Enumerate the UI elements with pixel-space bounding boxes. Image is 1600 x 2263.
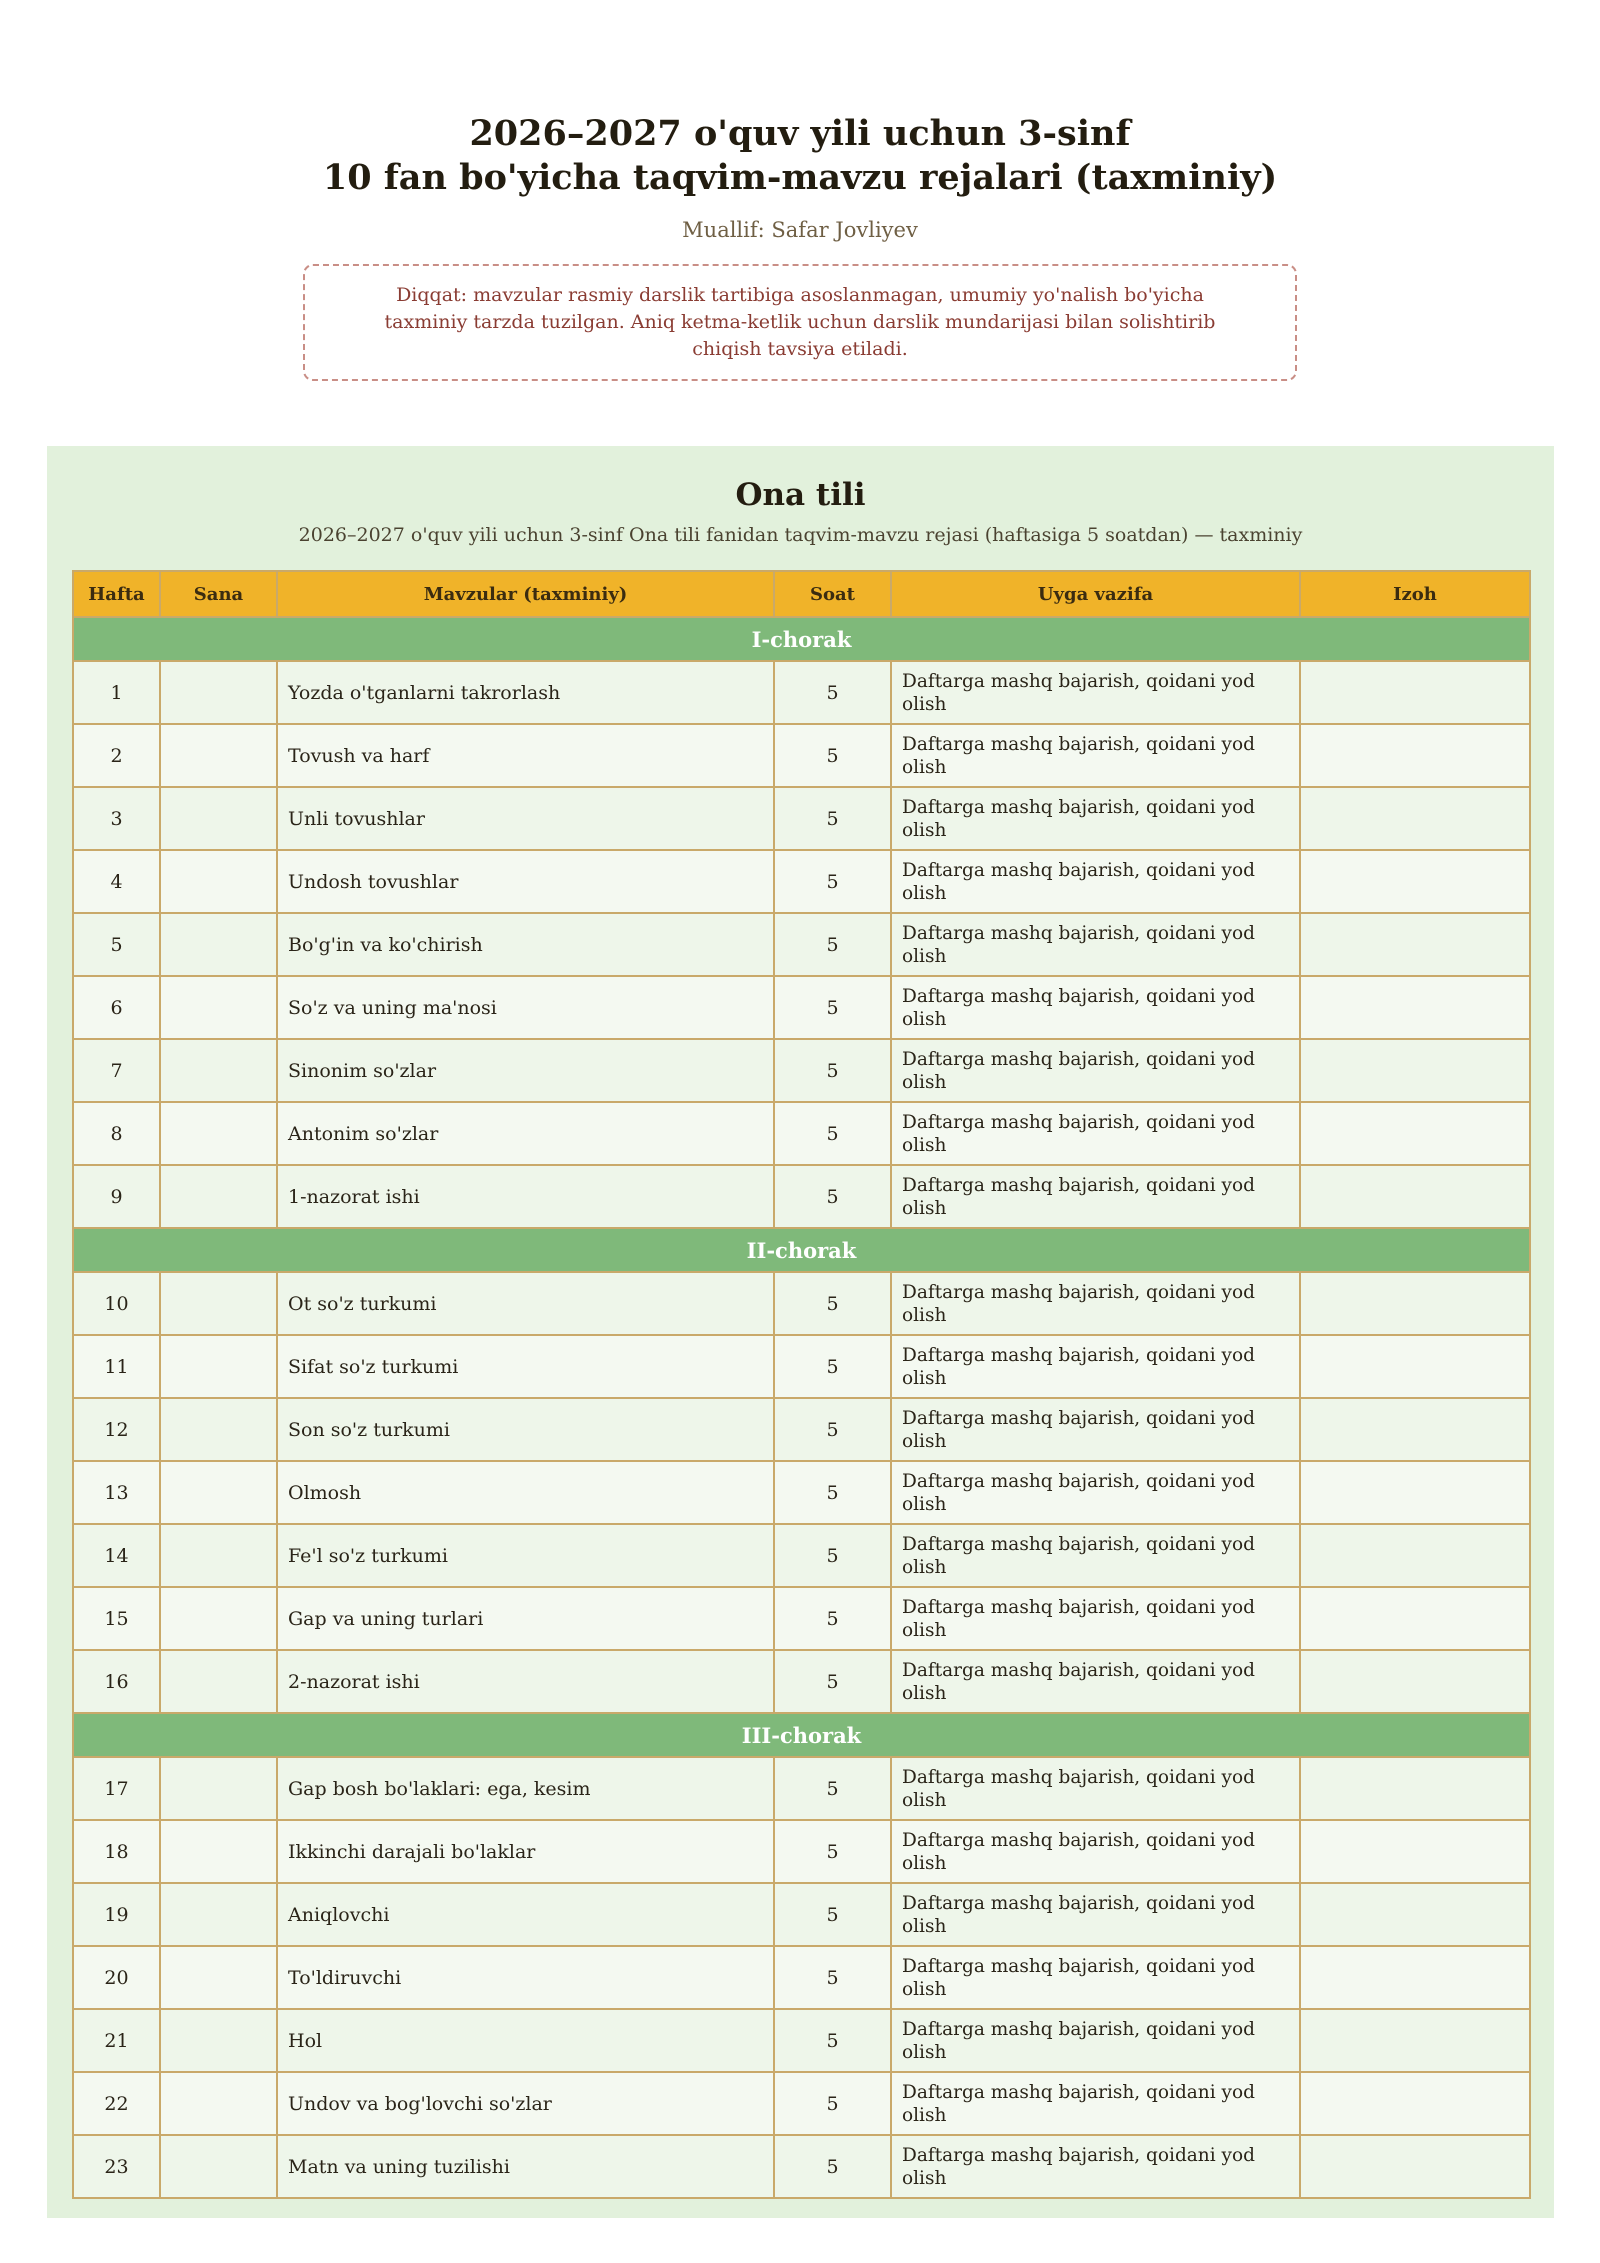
- subject-section: [47, 446, 1554, 2218]
- table-row: [73, 787, 1530, 850]
- quarter-label: III-chorak: [73, 1713, 1530, 1757]
- week-cell: 3: [73, 787, 160, 850]
- column-header-topic: Mavzular (taxminiy): [277, 571, 774, 617]
- week-cell: 23: [73, 2135, 160, 2198]
- hours-cell: 5: [774, 976, 891, 1039]
- topic-cell: Sinonim so'zlar: [277, 1039, 774, 1102]
- homework-cell: Daftarga mashq bajarish, qoidani yod olish: [891, 1272, 1300, 1335]
- date-cell: [160, 1524, 277, 1587]
- note-cell: [1300, 2135, 1530, 2198]
- note-cell: [1300, 1524, 1530, 1587]
- week-cell: 4: [73, 850, 160, 913]
- date-cell: [160, 1335, 277, 1398]
- column-header-note: Izoh: [1300, 571, 1530, 617]
- table-row: [73, 1165, 1530, 1228]
- table-row: [73, 661, 1530, 724]
- date-cell: [160, 913, 277, 976]
- homework-cell: Daftarga mashq bajarish, qoidani yod olish: [891, 1039, 1300, 1102]
- note-cell: [1300, 2009, 1530, 2072]
- homework-cell: Daftarga mashq bajarish, qoidani yod olish: [891, 2072, 1300, 2135]
- quarter-row: [73, 1713, 1530, 1757]
- hours-cell: 5: [774, 2135, 891, 2198]
- week-cell: 18: [73, 1820, 160, 1883]
- date-cell: [160, 661, 277, 724]
- topic-cell: Antonim so'zlar: [277, 1102, 774, 1165]
- topic-cell: Sifat so'z turkumi: [277, 1335, 774, 1398]
- week-cell: 20: [73, 1946, 160, 2009]
- week-cell: 11: [73, 1335, 160, 1398]
- homework-cell: Daftarga mashq bajarish, qoidani yod olish: [891, 913, 1300, 976]
- note-cell: [1300, 1272, 1530, 1335]
- week-cell: 14: [73, 1524, 160, 1587]
- topic-cell: To'ldiruvchi: [277, 1946, 774, 2009]
- notice-box: Diqqat: mavzular rasmiy darslik tartibiga asoslanmagan, umumiy yo'nalish bo'yicha taxminiy tarzda tuzilgan. Aniq ketma-ketlik uchun darslik mundarijasi bilan solishtirib chiqish tavsiya etiladi.: [303, 264, 1297, 381]
- topic-cell: Undosh tovushlar: [277, 850, 774, 913]
- hours-cell: 5: [774, 1587, 891, 1650]
- table-row: [73, 1335, 1530, 1398]
- table-row: [73, 1587, 1530, 1650]
- quarter-row: [73, 617, 1530, 661]
- topic-cell: Ikkinchi darajali bo'laklar: [277, 1820, 774, 1883]
- topic-cell: Tovush va harf: [277, 724, 774, 787]
- homework-cell: Daftarga mashq bajarish, qoidani yod olish: [891, 1524, 1300, 1587]
- hours-cell: 5: [774, 2009, 891, 2072]
- table-row: [73, 1820, 1530, 1883]
- homework-cell: Daftarga mashq bajarish, qoidani yod olish: [891, 1398, 1300, 1461]
- topic-cell: Matn va uning tuzilishi: [277, 2135, 774, 2198]
- week-cell: 12: [73, 1398, 160, 1461]
- homework-cell: Daftarga mashq bajarish, qoidani yod olish: [891, 1757, 1300, 1820]
- hours-cell: 5: [774, 1272, 891, 1335]
- document-title: [0, 112, 1600, 200]
- week-cell: 19: [73, 1883, 160, 1946]
- topic-cell: 1-nazorat ishi: [277, 1165, 774, 1228]
- table-row: [73, 976, 1530, 1039]
- hours-cell: 5: [774, 1039, 891, 1102]
- table-row: [73, 850, 1530, 913]
- note-cell: [1300, 787, 1530, 850]
- table-row: [73, 724, 1530, 787]
- note-cell: [1300, 724, 1530, 787]
- date-cell: [160, 1165, 277, 1228]
- homework-cell: Daftarga mashq bajarish, qoidani yod olish: [891, 1587, 1300, 1650]
- column-header-date: Sana: [160, 571, 277, 617]
- week-cell: 13: [73, 1461, 160, 1524]
- date-cell: [160, 1587, 277, 1650]
- note-cell: [1300, 976, 1530, 1039]
- table-header-row: [73, 571, 1530, 617]
- topic-cell: Olmosh: [277, 1461, 774, 1524]
- table-row: [73, 1883, 1530, 1946]
- week-cell: 1: [73, 661, 160, 724]
- table-row: [73, 1946, 1530, 2009]
- note-cell: [1300, 1165, 1530, 1228]
- hours-cell: 5: [774, 1883, 891, 1946]
- column-header-hours: Soat: [774, 571, 891, 617]
- week-cell: 6: [73, 976, 160, 1039]
- homework-cell: Daftarga mashq bajarish, qoidani yod olish: [891, 2009, 1300, 2072]
- subject-subtitle: 2026–2027 o'quv yili uchun 3-sinf Ona tili fanidan taqvim-mavzu rejasi (haftasiga 5 soatdan) — taxminiy: [298, 524, 1303, 546]
- homework-cell: Daftarga mashq bajarish, qoidani yod olish: [891, 1946, 1300, 2009]
- hours-cell: 5: [774, 661, 891, 724]
- topic-cell: Gap va uning turlari: [277, 1587, 774, 1650]
- week-cell: 17: [73, 1757, 160, 1820]
- table-row: [73, 1650, 1530, 1713]
- date-cell: [160, 1946, 277, 2009]
- table-row: [73, 1461, 1530, 1524]
- note-cell: [1300, 1883, 1530, 1946]
- date-cell: [160, 2072, 277, 2135]
- subject-title: Ona tili: [735, 477, 866, 513]
- table-body: [73, 617, 1530, 2198]
- week-cell: 7: [73, 1039, 160, 1102]
- week-cell: 21: [73, 2009, 160, 2072]
- note-cell: [1300, 913, 1530, 976]
- topic-cell: Unli tovushlar: [277, 787, 774, 850]
- homework-cell: Daftarga mashq bajarish, qoidani yod olish: [891, 1461, 1300, 1524]
- topic-cell: Gap bosh bo'laklari: ega, kesim: [277, 1757, 774, 1820]
- hours-cell: 5: [774, 1946, 891, 2009]
- document-header: [0, 0, 1600, 381]
- quarter-label: I-chorak: [73, 617, 1530, 661]
- table-row: [73, 913, 1530, 976]
- hours-cell: 5: [774, 1650, 891, 1713]
- table-row: [73, 1272, 1530, 1335]
- note-cell: [1300, 1946, 1530, 2009]
- note-cell: [1300, 1039, 1530, 1102]
- note-cell: [1300, 1102, 1530, 1165]
- note-cell: [1300, 661, 1530, 724]
- homework-cell: Daftarga mashq bajarish, qoidani yod olish: [891, 1650, 1300, 1713]
- date-cell: [160, 724, 277, 787]
- table-row: [73, 1524, 1530, 1587]
- date-cell: [160, 1883, 277, 1946]
- week-cell: 2: [73, 724, 160, 787]
- topic-cell: Ot so'z turkumi: [277, 1272, 774, 1335]
- author-line: Muallif: Safar Jovliyev: [682, 218, 918, 242]
- date-cell: [160, 1272, 277, 1335]
- week-cell: 8: [73, 1102, 160, 1165]
- hours-cell: 5: [774, 1820, 891, 1883]
- week-cell: 10: [73, 1272, 160, 1335]
- date-cell: [160, 2135, 277, 2198]
- week-cell: 15: [73, 1587, 160, 1650]
- homework-cell: Daftarga mashq bajarish, qoidani yod olish: [891, 1820, 1300, 1883]
- hours-cell: 5: [774, 1165, 891, 1228]
- table-row: [73, 2009, 1530, 2072]
- homework-cell: Daftarga mashq bajarish, qoidani yod olish: [891, 1102, 1300, 1165]
- hours-cell: 5: [774, 1461, 891, 1524]
- column-header-week: Hafta: [73, 571, 160, 617]
- date-cell: [160, 976, 277, 1039]
- table-row: [73, 1102, 1530, 1165]
- topic-cell: Bo'g'in va ko'chirish: [277, 913, 774, 976]
- date-cell: [160, 1039, 277, 1102]
- plan-table: [72, 570, 1531, 2199]
- topic-cell: Son so'z turkumi: [277, 1398, 774, 1461]
- date-cell: [160, 1820, 277, 1883]
- date-cell: [160, 2009, 277, 2072]
- topic-cell: Hol: [277, 2009, 774, 2072]
- homework-cell: Daftarga mashq bajarish, qoidani yod olish: [891, 976, 1300, 1039]
- topic-cell: So'z va uning ma'nosi: [277, 976, 774, 1039]
- hours-cell: 5: [774, 2072, 891, 2135]
- column-header-homework: Uyga vazifa: [891, 571, 1300, 617]
- hours-cell: 5: [774, 850, 891, 913]
- note-cell: [1300, 1461, 1530, 1524]
- topic-cell: Aniqlovchi: [277, 1883, 774, 1946]
- note-cell: [1300, 1587, 1530, 1650]
- homework-cell: Daftarga mashq bajarish, qoidani yod olish: [891, 2135, 1300, 2198]
- homework-cell: Daftarga mashq bajarish, qoidani yod olish: [891, 1883, 1300, 1946]
- note-cell: [1300, 850, 1530, 913]
- table-row: [73, 2072, 1530, 2135]
- quarter-label: II-chorak: [73, 1228, 1530, 1272]
- hours-cell: 5: [774, 1757, 891, 1820]
- date-cell: [160, 1398, 277, 1461]
- note-cell: [1300, 1820, 1530, 1883]
- week-cell: 22: [73, 2072, 160, 2135]
- week-cell: 16: [73, 1650, 160, 1713]
- date-cell: [160, 1757, 277, 1820]
- hours-cell: 5: [774, 787, 891, 850]
- homework-cell: Daftarga mashq bajarish, qoidani yod olish: [891, 850, 1300, 913]
- homework-cell: Daftarga mashq bajarish, qoidani yod olish: [891, 724, 1300, 787]
- hours-cell: 5: [774, 1102, 891, 1165]
- hours-cell: 5: [774, 913, 891, 976]
- note-cell: [1300, 1335, 1530, 1398]
- table-row: [73, 1039, 1530, 1102]
- homework-cell: Daftarga mashq bajarish, qoidani yod olish: [891, 1335, 1300, 1398]
- date-cell: [160, 1461, 277, 1524]
- table-row: [73, 1398, 1530, 1461]
- topic-cell: Fe'l so'z turkumi: [277, 1524, 774, 1587]
- hours-cell: 5: [774, 1524, 891, 1587]
- topic-cell: Yozda o'tganlarni takrorlash: [277, 661, 774, 724]
- quarter-row: [73, 1228, 1530, 1272]
- table-row: [73, 2135, 1530, 2198]
- homework-cell: Daftarga mashq bajarish, qoidani yod olish: [891, 1165, 1300, 1228]
- note-cell: [1300, 1398, 1530, 1461]
- hours-cell: 5: [774, 1335, 891, 1398]
- note-cell: [1300, 2072, 1530, 2135]
- note-cell: [1300, 1650, 1530, 1713]
- topic-cell: Undov va bog'lovchi so'zlar: [277, 2072, 774, 2135]
- title-line-1: 2026–2027 o'quv yili uchun 3-sinf: [469, 113, 1131, 154]
- date-cell: [160, 787, 277, 850]
- topic-cell: 2-nazorat ishi: [277, 1650, 774, 1713]
- week-cell: 9: [73, 1165, 160, 1228]
- table-row: [73, 1757, 1530, 1820]
- homework-cell: Daftarga mashq bajarish, qoidani yod olish: [891, 787, 1300, 850]
- homework-cell: Daftarga mashq bajarish, qoidani yod olish: [891, 661, 1300, 724]
- hours-cell: 5: [774, 1398, 891, 1461]
- date-cell: [160, 1102, 277, 1165]
- date-cell: [160, 1650, 277, 1713]
- week-cell: 5: [73, 913, 160, 976]
- date-cell: [160, 850, 277, 913]
- note-cell: [1300, 1757, 1530, 1820]
- hours-cell: 5: [774, 724, 891, 787]
- title-line-2: 10 fan bo'yicha taqvim-mavzu rejalari (taxminiy): [322, 157, 1278, 198]
